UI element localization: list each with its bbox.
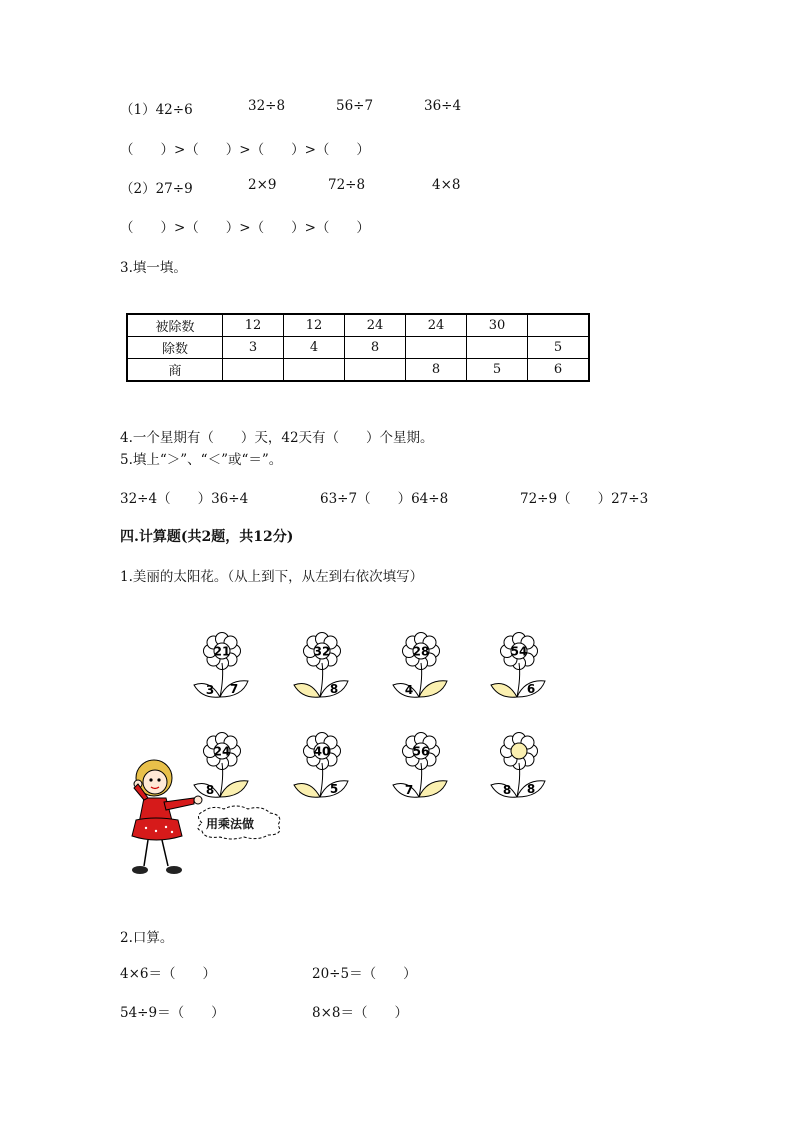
expr: 32÷8: [248, 98, 286, 114]
compare-blanks-1[interactable]: （ ）>（ ）>（ ）>（ ）: [120, 142, 370, 158]
right-leaf: [419, 681, 447, 697]
flower-center-number: 28: [412, 644, 430, 659]
table-cell: 24: [406, 314, 467, 337]
compare-item[interactable]: 32÷4（ ）36÷4: [120, 491, 249, 507]
flower-center-number: 40: [313, 744, 331, 759]
table-cell: 被除数: [127, 314, 223, 337]
sun-flower: [489, 621, 549, 705]
calc-1-title: 1.美丽的太阳花。（从上到下，从左到右依次填写）: [120, 569, 424, 585]
table-cell[interactable]: [345, 359, 406, 382]
table-cell: 8: [406, 359, 467, 382]
table-cell: 除数: [127, 337, 223, 359]
table-cell[interactable]: [467, 337, 528, 359]
sun-flower: [292, 721, 352, 805]
question-3-title: 3.填一填。: [120, 260, 187, 276]
compare-item[interactable]: 72÷9（ ）27÷3: [520, 491, 649, 507]
table-cell: 30: [467, 314, 528, 337]
left-leaf: [294, 784, 320, 798]
division-table: [126, 313, 590, 382]
left-leaf-number: 4: [404, 683, 414, 697]
left-leaf: [491, 684, 517, 698]
table-cell[interactable]: [406, 337, 467, 359]
question-5-title: 5.填上“＞”、“＜”或“＝”。: [120, 452, 283, 468]
math-item[interactable]: 54÷9＝（ ）: [120, 1005, 225, 1021]
sun-flower: [489, 721, 549, 805]
table-cell: 4: [284, 337, 345, 359]
expr: （1）42÷6: [120, 102, 193, 118]
flower-center-number: 54: [510, 644, 528, 659]
right-leaf: [220, 781, 248, 797]
compare-blanks-2[interactable]: （ ）>（ ）>（ ）>（ ）: [120, 220, 370, 236]
compare-item[interactable]: 63÷7（ ）64÷8: [320, 491, 449, 507]
speech-cloud-text: 用乘法做: [206, 817, 255, 831]
table-cell: 8: [345, 337, 406, 359]
right-leaf-number: 8: [526, 782, 536, 796]
flower-center-number: 21: [213, 644, 231, 659]
flower-center: [511, 743, 527, 759]
right-leaf-number: 6: [526, 682, 536, 696]
left-leaf-number: 8: [502, 783, 512, 797]
calc-2-title: 2.口算。: [120, 930, 174, 946]
flower-center-number: 32: [313, 644, 331, 659]
expr: 36÷4: [424, 98, 462, 114]
right-leaf-number: 8: [329, 682, 339, 696]
right-leaf: [419, 781, 447, 797]
table-cell[interactable]: [528, 314, 590, 337]
section-4-title: 四.计算题(共2题，共12分): [120, 529, 294, 545]
table-row: [127, 337, 589, 359]
left-leaf: [294, 684, 320, 698]
left-leaf-number: 8: [205, 783, 215, 797]
math-item[interactable]: 4×6＝（ ）: [120, 966, 216, 982]
question-4[interactable]: 4.一个星期有（ ）天，42天有（ ）个星期。: [120, 430, 434, 446]
table-cell: 12: [284, 314, 345, 337]
table-cell[interactable]: [223, 359, 284, 382]
math-item[interactable]: 8×8＝（ ）: [312, 1005, 408, 1021]
table-cell: 6: [528, 359, 590, 382]
left-leaf-number: 7: [404, 783, 414, 797]
expr: （2）27÷9: [120, 181, 193, 197]
sun-flower: [292, 621, 352, 705]
table-cell[interactable]: [284, 359, 345, 382]
table-cell: 5: [528, 337, 590, 359]
sun-flower: [391, 621, 451, 705]
right-leaf-number: 7: [229, 682, 239, 696]
table-cell: 12: [223, 314, 284, 337]
sun-flower: [192, 621, 252, 705]
flower-center-number: 56: [412, 744, 430, 759]
table-row: [127, 359, 589, 382]
expr: 2×9: [248, 177, 277, 193]
table-cell: 5: [467, 359, 528, 382]
expr: 56÷7: [336, 98, 374, 114]
math-item[interactable]: 20÷5＝（ ）: [312, 966, 417, 982]
sun-flower: [391, 721, 451, 805]
table-cell: 24: [345, 314, 406, 337]
table-cell: 3: [223, 337, 284, 359]
expr: 72÷8: [328, 177, 366, 193]
flower-center-number: 24: [213, 744, 231, 759]
left-leaf-number: 3: [205, 683, 215, 697]
expr: 4×8: [432, 177, 461, 193]
right-leaf-number: 5: [329, 782, 339, 796]
table-row: [127, 314, 589, 337]
table-cell: 商: [127, 359, 223, 382]
